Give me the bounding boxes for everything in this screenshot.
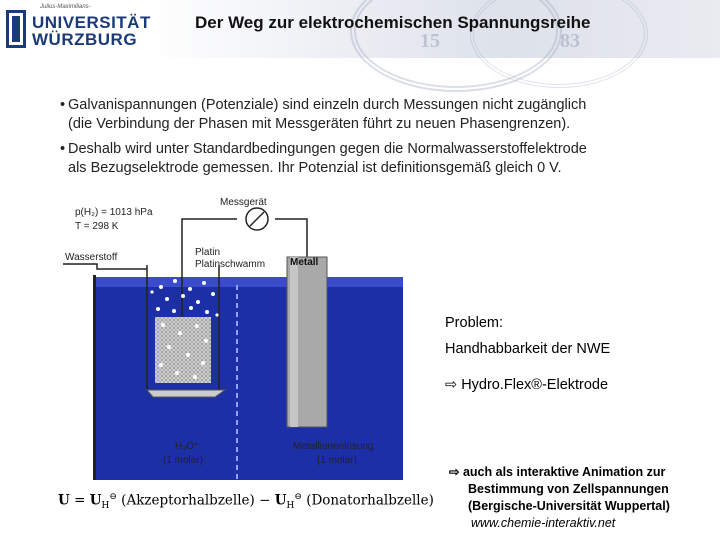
seal-year-right: 83: [560, 30, 580, 52]
bullet-1-line-2: (die Verbindung der Phasen mit Messgeräten führt zu neuen Phasengrenzen).: [68, 116, 571, 132]
hydrogen-label: Wasserstoff: [65, 252, 118, 263]
problem-heading: Problem:: [445, 315, 504, 331]
solution-label: Metallionenlösung: [293, 441, 374, 452]
cell-voltage-formula: $U = U_H^⊖$ (Akzeptorhalbzelle) − $U_H^⊖$ (Donatorhalbzelle): [58, 492, 434, 512]
arrow-right-icon: ⇨: [445, 377, 458, 393]
bullet-symbol: •: [60, 97, 66, 113]
problem-text: Handhabbarkeit der NWE: [445, 341, 611, 357]
arrow-right-icon: ⇨: [449, 465, 460, 479]
bullet-1-line-1: Galvanispannungen (Potenziale) sind einzeln durch Messungen nicht zugänglich: [68, 97, 587, 113]
electrochemical-cell-figure: [57, 195, 403, 480]
temperature-label: T = 298 K: [75, 221, 119, 232]
logo-small-text: Julius-Maximilians-: [40, 4, 91, 10]
university-emblem-icon: [6, 10, 26, 48]
logo-line-1: UNIVERSITÄT: [32, 13, 151, 32]
reference-line-1: auch als interaktive Animation zur: [462, 465, 666, 479]
bullet-2-line-2: als Bezugselektrode gemessen. Ihr Potenzial ist definitionsgemäß gleich 0 V.: [68, 160, 562, 176]
logo-line-2: WÜRZBURG: [32, 30, 138, 49]
electrode-base: [147, 390, 225, 397]
metal-label: Metall: [290, 257, 319, 268]
reference-url-link[interactable]: www.chemie-interaktiv.net: [471, 516, 616, 530]
bullet-item-2: [60, 140, 680, 178]
reference-line-3: (Bergische-Universität Wuppertal): [468, 499, 670, 513]
university-logo: [6, 4, 166, 54]
page-title: Der Weg zur elektrochemischen Spannungsreihe: [195, 13, 591, 32]
problem-solution: [445, 377, 608, 393]
meter-label: Messgerät: [220, 197, 267, 208]
cell-diagram: [57, 195, 403, 480]
bullet-symbol: •: [60, 141, 66, 157]
platinum-sponge-label: Platinschwamm: [195, 259, 266, 270]
seal-year-left: 15: [420, 30, 440, 52]
platinum-label: Platin: [195, 247, 221, 258]
acid-label: H₃O⁺: [175, 441, 200, 452]
header-band: [0, 0, 720, 58]
reference-line-2: Bestimmung von Zellspannungen: [468, 482, 669, 496]
bullet-item-1: [60, 96, 680, 134]
animation-reference: [449, 464, 717, 532]
pressure-label: p(H₂) = 1013 hPa: [75, 207, 153, 218]
solution-concentration-label: (1 molar): [317, 455, 358, 466]
acid-concentration-label: (1 molar): [163, 455, 204, 466]
hydroflex-label: Hydro.Flex®-Elektrode: [461, 377, 609, 393]
bullet-2-line-1: Deshalb wird unter Standardbedingungen gegen die Normalwasserstoffelektrode: [68, 141, 587, 157]
